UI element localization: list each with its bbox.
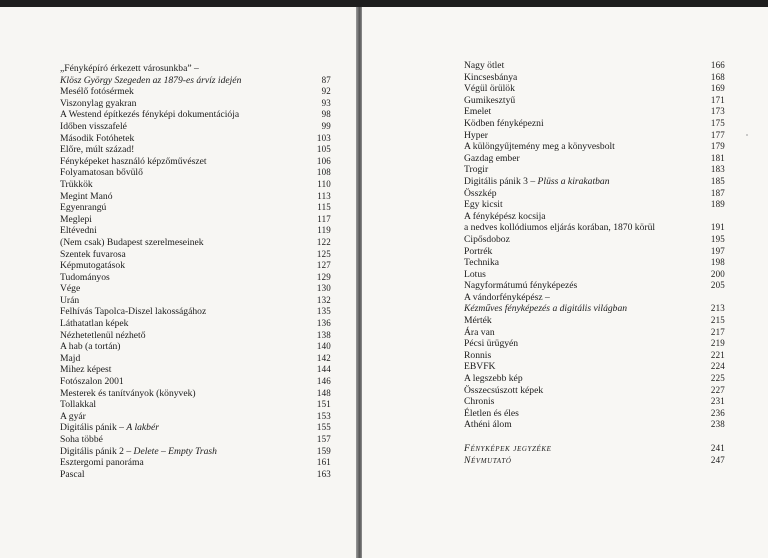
toc-entry	[464, 95, 725, 107]
toc-entry	[464, 141, 725, 153]
toc-entry	[464, 211, 725, 223]
toc-page-number: 146	[316, 376, 331, 387]
toc-page-number: 185	[710, 175, 725, 186]
toc-page-number: 87	[321, 74, 331, 85]
toc-title: a nedves kollódiumos eljárás korában, 1870 körül	[464, 222, 656, 234]
toc-entry	[60, 179, 331, 191]
toc-page-number: 181	[710, 152, 725, 163]
toc-title: Soha többé	[60, 434, 103, 445]
toc-page-number: 247	[710, 454, 725, 465]
toc-page-number: 125	[316, 248, 331, 259]
toc-entry	[464, 350, 725, 362]
toc-entry	[60, 214, 331, 226]
toc-entry	[464, 292, 725, 304]
toc-title: Ronnis	[464, 349, 492, 361]
toc-page-number: 115	[317, 202, 331, 213]
toc-list-left	[60, 63, 331, 480]
toc-title: Chronis	[464, 396, 495, 408]
toc-entry	[60, 260, 331, 272]
toc-entry	[60, 388, 331, 400]
toc-title: Gazdag ember	[464, 152, 520, 164]
toc-entry	[464, 72, 725, 84]
toc-title: Folyamatosan bővülő	[60, 167, 143, 179]
toc-title: Trükkök	[60, 178, 93, 190]
toc-entry	[464, 188, 725, 200]
toc-page-number: 117	[317, 213, 331, 224]
toc-entry	[60, 411, 331, 423]
toc-page-number: 241	[710, 443, 725, 453]
toc-page-number: 130	[316, 283, 331, 294]
toc-title: Nézhetetlenül nézhető	[60, 329, 146, 341]
toc-entry	[464, 443, 725, 455]
toc-spacer	[464, 431, 725, 443]
toc-title: Mesterek és tanítványok (könyvek)	[60, 387, 196, 399]
toc-page-number: 198	[710, 257, 725, 268]
toc-entry	[60, 457, 331, 469]
toc-title: Nagyformátumú fényképezés	[464, 280, 578, 292]
toc-entry	[60, 191, 331, 203]
toc-page-number: 175	[710, 117, 725, 128]
toc-entry	[464, 130, 725, 142]
toc-page-number: 142	[316, 352, 331, 363]
toc-page-number: 132	[316, 294, 331, 305]
toc-page-number: 148	[316, 387, 331, 398]
toc-entry	[464, 176, 725, 188]
toc-page-number: 157	[316, 434, 331, 444]
toc-page-number: 153	[316, 410, 331, 421]
toc-entry	[60, 399, 331, 411]
toc-entry	[60, 318, 331, 330]
toc-entry	[60, 225, 331, 237]
toc-page-number: 163	[316, 468, 331, 479]
toc-title: Mesélő fotósérmek	[60, 86, 134, 98]
toc-entry	[60, 306, 331, 318]
toc-title: Szentek fuvarosa	[60, 248, 126, 260]
toc-title: Trogir	[464, 164, 489, 176]
toc-title: Kincsesbánya	[464, 71, 518, 83]
toc-page-number: 129	[316, 271, 331, 282]
toc-page-number: 173	[710, 106, 725, 117]
toc-page-number: 183	[710, 164, 725, 175]
toc-page-number: 221	[710, 349, 725, 360]
toc-page-number: 93	[321, 97, 331, 108]
toc-title: Digitális pánik 3 – Plüss a kirakatban	[464, 175, 610, 187]
toc-entry	[60, 144, 331, 156]
toc-entry	[464, 396, 725, 408]
toc-page-number: 191	[710, 222, 725, 233]
toc-page-number: 99	[321, 120, 331, 131]
toc-title: Lotus	[464, 268, 486, 280]
toc-entry	[464, 106, 725, 118]
toc-entry	[60, 446, 331, 458]
toc-entry	[60, 133, 331, 145]
toc-entry	[464, 246, 725, 258]
toc-title: Esztergomi panoráma	[60, 457, 144, 469]
toc-title: Eltévedni	[60, 225, 97, 237]
toc-title: Felhívás Tapolca-Diszel lakosságához	[60, 306, 207, 318]
toc-title: (Nem csak) Budapest szerelmeseinek	[60, 236, 204, 248]
toc-entry	[60, 434, 331, 446]
toc-title: Digitális pánik 2 – Delete – Empty Trash	[60, 445, 217, 457]
toc-page-number: 227	[710, 384, 725, 395]
toc-entry	[464, 83, 725, 95]
toc-entry	[464, 60, 725, 72]
toc-title: Mérték	[464, 315, 492, 327]
toc-page-number: 135	[316, 306, 331, 317]
toc-page-number: 103	[316, 132, 331, 143]
toc-page-number: 119	[317, 225, 331, 236]
toc-entry	[60, 237, 331, 249]
toc-entry	[464, 455, 725, 467]
toc-list-right	[464, 60, 725, 466]
toc-title: EBVFK	[464, 361, 496, 373]
toc-title: Végül örülök	[464, 83, 515, 95]
toc-entry	[464, 280, 725, 292]
toc-entry	[464, 303, 725, 315]
toc-page-number: 197	[710, 245, 725, 256]
toc-entry	[464, 153, 725, 165]
toc-title: Kézműves fényképezés a digitális világban	[464, 303, 628, 315]
toc-title: Láthatatlan képek	[60, 318, 129, 330]
toc-title: Megint Manó	[60, 190, 113, 202]
toc-title: Mihez képest	[60, 364, 112, 376]
toc-title: Urán	[60, 294, 80, 306]
toc-title: Digitális pánik – A lakbér	[60, 422, 159, 434]
toc-entry	[464, 338, 725, 350]
toc-page-number: 140	[316, 341, 331, 352]
toc-page-number: 144	[316, 364, 331, 375]
toc-title: A hab (a tortán)	[60, 341, 121, 353]
toc-entry	[60, 330, 331, 342]
toc-entry	[60, 422, 331, 434]
toc-entry	[60, 121, 331, 133]
toc-title: Pascal	[60, 468, 85, 480]
toc-title: Athéni álom	[464, 419, 512, 431]
toc-title: Klösz György Szegeden az 1879-es árvíz idején	[60, 74, 242, 86]
toc-entry	[464, 164, 725, 176]
toc-entry	[464, 222, 725, 234]
toc-title: Összkép	[464, 187, 497, 199]
paper-speck	[746, 134, 748, 136]
toc-page-number: 169	[710, 83, 725, 94]
toc-entry	[60, 469, 331, 481]
toc-title: „Fényképíró érkezett városunkba” –	[60, 63, 199, 74]
toc-page-number: 151	[316, 399, 331, 410]
toc-page-number: 155	[316, 422, 331, 433]
toc-page-number: 161	[316, 457, 331, 468]
toc-title: Fényképeket használó képzőművészet	[60, 155, 207, 167]
toc-page-number: 205	[710, 280, 725, 291]
toc-title: Időben visszafelé	[60, 120, 127, 132]
toc-title: Pécsi ürügyén	[464, 338, 519, 350]
toc-page-number: 231	[710, 396, 725, 407]
toc-page-number: 215	[710, 315, 725, 326]
toc-page-number: 236	[710, 407, 725, 418]
toc-page-number: 113	[317, 190, 331, 201]
toc-page-number: 168	[710, 71, 725, 82]
toc-page-number: 225	[710, 373, 725, 384]
toc-entry	[60, 109, 331, 121]
toc-title: Emelet	[464, 106, 492, 118]
toc-title: Életlen és éles	[464, 407, 519, 419]
toc-entry	[60, 156, 331, 168]
toc-page-number: 200	[710, 268, 725, 279]
toc-page-number: 177	[710, 129, 725, 140]
toc-entry	[464, 373, 725, 385]
toc-title: Tudományos	[60, 271, 110, 283]
toc-entry	[464, 118, 725, 130]
toc-title: A gyár	[60, 410, 86, 422]
toc-page-number: 106	[316, 155, 331, 166]
toc-entry	[464, 234, 725, 246]
toc-page-number: 127	[316, 260, 331, 271]
toc-page-number: 159	[316, 445, 331, 456]
toc-entry	[60, 202, 331, 214]
toc-entry	[464, 315, 725, 327]
toc-title: Névmutató	[464, 454, 512, 466]
toc-title: Gumikesztyű	[464, 94, 516, 106]
toc-page-number: 110	[317, 178, 331, 189]
toc-title: Portrék	[464, 245, 493, 257]
toc-entry	[464, 385, 725, 397]
scan-top-edge	[0, 0, 768, 7]
toc-entry	[60, 167, 331, 179]
toc-title: Nagy ötlet	[464, 60, 505, 71]
toc-page-number: 224	[710, 361, 725, 372]
toc-title: Vége	[60, 283, 81, 295]
toc-entry	[60, 86, 331, 98]
toc-page-number: 136	[316, 318, 331, 329]
toc-page-number: 108	[316, 167, 331, 178]
toc-page-number: 195	[710, 233, 725, 244]
toc-title: Ára van	[464, 326, 495, 338]
toc-page-number: 122	[316, 236, 331, 247]
toc-page-number: 92	[321, 86, 331, 97]
toc-entry	[464, 269, 725, 281]
toc-title: Egy kicsit	[464, 199, 503, 211]
toc-entry	[464, 361, 725, 373]
left-page	[0, 0, 358, 558]
toc-entry	[60, 75, 331, 87]
toc-title: Második Fotóhetek	[60, 132, 135, 144]
toc-entry	[60, 376, 331, 388]
toc-title: Ködben fényképezni	[464, 117, 544, 129]
toc-title: Hyper	[464, 129, 488, 141]
toc-entry	[60, 98, 331, 110]
toc-page-number: 179	[710, 141, 725, 152]
toc-entry	[464, 257, 725, 269]
toc-page-number: 98	[321, 109, 331, 120]
toc-entry	[464, 408, 725, 420]
toc-page-number: 171	[710, 94, 725, 105]
toc-title: A legszebb kép	[464, 373, 523, 385]
toc-entry	[60, 63, 331, 75]
toc-entry	[464, 199, 725, 211]
toc-page-number: 187	[710, 187, 725, 198]
toc-page-number: 238	[710, 419, 725, 430]
toc-entry	[60, 364, 331, 376]
toc-entry	[60, 353, 331, 365]
toc-title: Egyenrangú	[60, 202, 107, 214]
toc-title: Előre, múlt század!	[60, 144, 135, 156]
toc-page-number: 189	[710, 199, 725, 210]
toc-title: Tollakkal	[60, 399, 97, 411]
toc-entry	[60, 249, 331, 261]
toc-title: A fényképész kocsija	[464, 210, 546, 222]
toc-title: Meglepi	[60, 213, 92, 225]
toc-title: Majd	[60, 352, 81, 364]
toc-entry	[60, 295, 331, 307]
toc-entry	[60, 283, 331, 295]
toc-title: A Westend építkezés fényképi dokumentációja	[60, 109, 240, 121]
toc-page-number: 217	[710, 326, 725, 337]
toc-title: A különgyűjtemény meg a könyvesbolt	[464, 141, 615, 153]
toc-title: Cipősdoboz	[464, 233, 510, 245]
toc-title: Viszonylag gyakran	[60, 97, 137, 109]
toc-page-number: 166	[710, 60, 725, 70]
toc-page-number: 138	[316, 329, 331, 340]
toc-entry	[464, 327, 725, 339]
toc-page-number: 105	[316, 144, 331, 155]
toc-title: Összecsúszott képek	[464, 384, 544, 396]
toc-title: Technika	[464, 257, 500, 269]
toc-page-number: 213	[710, 303, 725, 314]
toc-entry	[60, 272, 331, 284]
toc-title: Képmutogatások	[60, 260, 126, 272]
toc-title: Fényképek jegyzéke	[464, 443, 552, 454]
toc-title: Fotószalon 2001	[60, 376, 124, 388]
toc-entry	[60, 341, 331, 353]
toc-page-number: 219	[710, 338, 725, 349]
toc-title: A vándorfényképész –	[464, 291, 550, 303]
toc-entry	[464, 419, 725, 431]
